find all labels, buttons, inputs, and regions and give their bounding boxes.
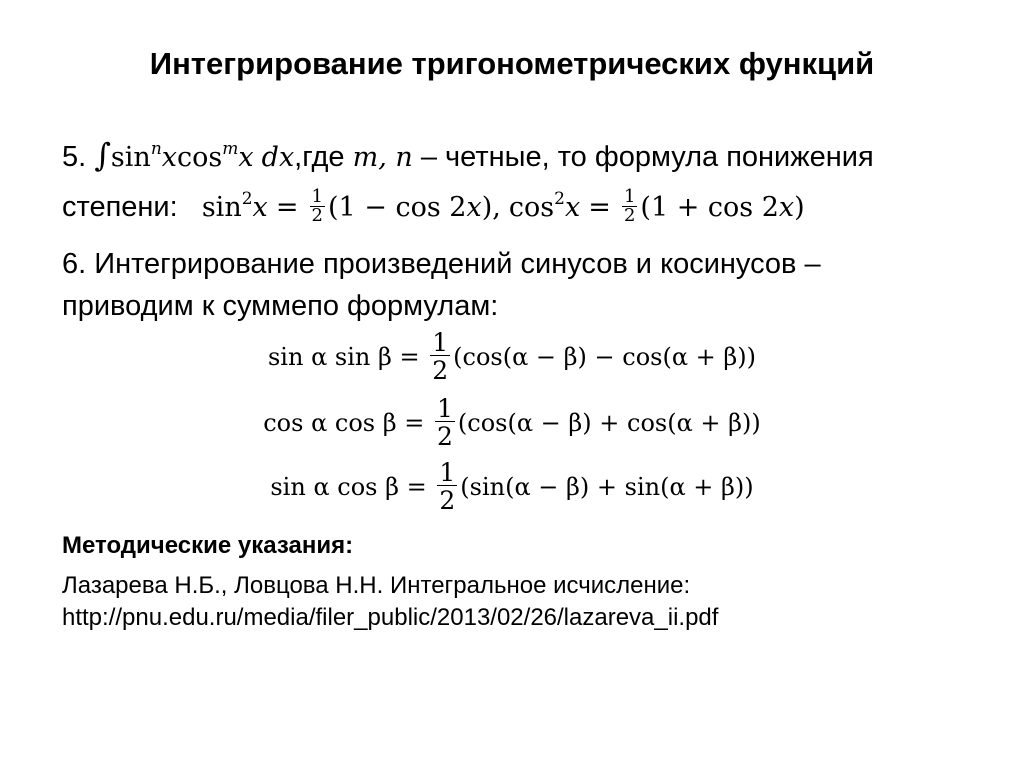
sin-fn: sin bbox=[110, 142, 151, 173]
formula-sin-cos bbox=[0, 458, 1024, 515]
item5-line2 bbox=[62, 186, 805, 227]
f1-lhs-exp: 2 bbox=[241, 189, 253, 210]
text-rest: – четные, то формула понижения bbox=[420, 141, 874, 173]
formula-lhs: sin α sin β = bbox=[267, 343, 420, 371]
formula-half-fraction: $\frac{1}{2}$ bbox=[432, 328, 449, 385]
dx: dx bbox=[261, 142, 295, 173]
exp-n: n bbox=[150, 139, 162, 159]
exp-m: m bbox=[222, 139, 239, 159]
f1-rhs-close: ), bbox=[481, 192, 501, 224]
var-x2: x bbox=[238, 142, 254, 173]
formula-lhs: sin α cos β = bbox=[270, 473, 427, 501]
integral-sign: ∫ bbox=[94, 136, 111, 174]
f1-lhs-fn: sin bbox=[201, 192, 242, 224]
slide-title: Интегрирование тригонометрических функций bbox=[149, 46, 875, 81]
f1-lhs-var: x bbox=[252, 192, 268, 224]
formula-rhs: (cos(α − β) + cos(α + β)) bbox=[457, 409, 761, 437]
guidelines-heading: Методические указания: bbox=[62, 532, 354, 559]
f1-rhs: (1 − cos 2 bbox=[327, 192, 467, 224]
formula-sin-sin bbox=[0, 328, 1024, 385]
text-degree: степени: bbox=[62, 191, 178, 224]
guidelines-url[interactable]: http://pnu.edu.ru/media/filer_public/2013/02/26/lazareva_ii.pdf bbox=[62, 604, 719, 631]
f2-lhs-var: x bbox=[564, 192, 581, 224]
item5-line1 bbox=[62, 136, 874, 174]
formula-rhs: (sin(α − β) + sin(α + β)) bbox=[460, 473, 754, 501]
guidelines-authors: Лазарева Н.Б., Ловцова Н.Н. Интегральное исчисление: bbox=[62, 572, 691, 599]
f2-rhs-close: ) bbox=[794, 192, 805, 224]
item6-line1: 6. Интегрирование произведений синусов и косинусов – bbox=[62, 248, 821, 280]
f2-lhs-fn: cos bbox=[508, 192, 555, 224]
item5-number: 5. bbox=[62, 141, 87, 173]
f1-eq: = bbox=[275, 192, 299, 224]
formula-half-fraction: $\frac{1}{2}$ bbox=[437, 394, 453, 451]
vars-mn: m, n bbox=[352, 142, 413, 173]
f2-rhs-var: x bbox=[778, 192, 795, 224]
f2-lhs-exp: 2 bbox=[554, 189, 565, 210]
cos-fn: cos bbox=[177, 142, 223, 173]
formula-lhs: cos α cos β = bbox=[263, 409, 425, 437]
f1-rhs-var: x bbox=[466, 192, 482, 224]
var-x1: x bbox=[161, 142, 177, 173]
formula-half-fraction: $\frac{1}{2}$ bbox=[439, 458, 456, 515]
f2-rhs: (1 + cos 2 bbox=[640, 192, 779, 224]
f1-half-fraction: $\frac{1}{2}$ bbox=[311, 186, 323, 226]
item6-line2: приводим к суммепо формулам: bbox=[62, 290, 499, 322]
formula-rhs: (cos(α − β) − cos(α + β)) bbox=[453, 343, 756, 371]
f2-half-fraction: $\frac{1}{2}$ bbox=[623, 186, 636, 226]
f2-eq: = bbox=[588, 192, 611, 224]
formula-cos-cos bbox=[0, 394, 1024, 451]
text-where: ,где bbox=[294, 141, 345, 173]
